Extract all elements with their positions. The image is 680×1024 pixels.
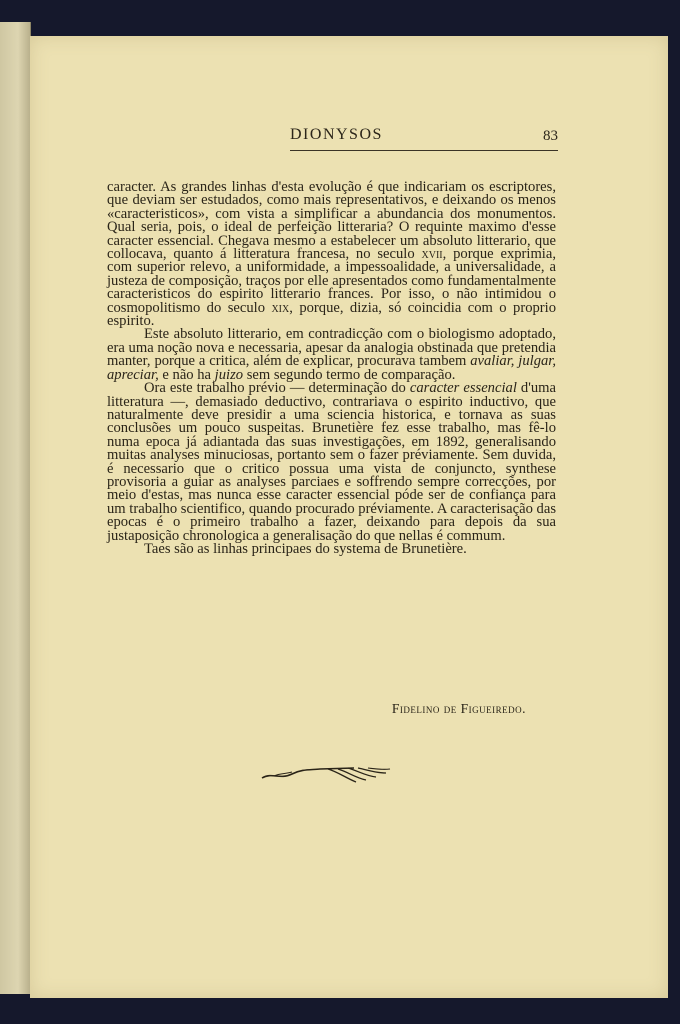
- text-run: e não ha: [158, 366, 215, 383]
- text-run: , porque, dizia, só coincidia com o proprio espirito.: [107, 299, 556, 330]
- text-run: sem segundo termo de comparação.: [243, 366, 456, 383]
- book-page: [30, 36, 668, 998]
- italic-text: caracter essencial: [409, 380, 517, 397]
- text-run: xix: [271, 299, 290, 316]
- text-run: Este absoluto litterario, em contradicção com o biologismo adoptado, era uma noção nova e necessaria, apesar da analogia obstinada que pretendia manter, porque a critica, além de explicar, procurava tambem: [107, 326, 556, 370]
- header-title: DIONYSOS: [290, 126, 383, 143]
- flourish-ornament-icon: [258, 764, 394, 788]
- text-run: Taes são as linhas principaes do systema de Brunetière.: [144, 540, 467, 557]
- text-run: , porque exprimia, com superior relevo, a uniformidade, a impessoalidade, a universalidade, a justeza de composição, traços por elle apresentados como fundamentalmente caracteristicos do espirito litterario frances. Por isso, o não intimidou o cosmopolitismo do seculo: [107, 246, 556, 316]
- italic-text: juizo: [214, 366, 244, 383]
- running-header: [290, 126, 558, 151]
- paragraph: [107, 382, 556, 543]
- italic-text: avaliar, julgar, apreciar,: [107, 353, 557, 383]
- facing-page-edge: [0, 22, 31, 994]
- page-number: 83: [543, 128, 558, 144]
- paragraph: [107, 328, 556, 382]
- text-run: xvii: [421, 246, 443, 263]
- author-signature: Fidelino de Figueiredo.: [391, 701, 526, 716]
- paragraph: [107, 540, 556, 557]
- text-run: Ora este trabalho prévio — determinação do: [144, 380, 410, 397]
- text-run: caracter. As grandes linhas d'esta evolução é que indicariam os escriptores, que deviam ser estudados, como mais representativos, e deixando os menos «caracteristicos», com vista a simplificar a abundancia dos monumentos. Qual seria, pois, o ideal de perfeição litteraria? O requinte maximo d'esse caracter essencial. Chegava mesmo a estabelecer um absoluto litterario, que collocava, quanto á litteratura francesa, no seculo: [107, 179, 556, 263]
- paragraph: [107, 181, 556, 328]
- text-run: d'uma litteratura —, demasiado deductivo, contrariava o espirito inductivo, que naturalmente deve presidir a uma sciencia historica, e tornava as suas conclusões um pouco suspeitas. Brunetière fez esse trabalho, mas fê-lo numa epoca já adiantada das suas investigações, em 1892, generalisando muitas analyses minuciosas, portanto sem o fazer préviamente. Sem duvida, é necessario que o critico possua uma vista de conjuncto, synthese provisoria a guiar as analyses parciaes e soffrendo sempre correcções, por meio d'estas, mas nunca esse caracter essencial póde ser de confiança para um trabalho scientifico, quando procurado préviamente. A caracterisação das epocas é o primeiro trabalho a fazer, deixando para depois da sua justaposição chronologica a generalisação do que nellas é commum.: [107, 380, 556, 544]
- body-text: [107, 181, 556, 556]
